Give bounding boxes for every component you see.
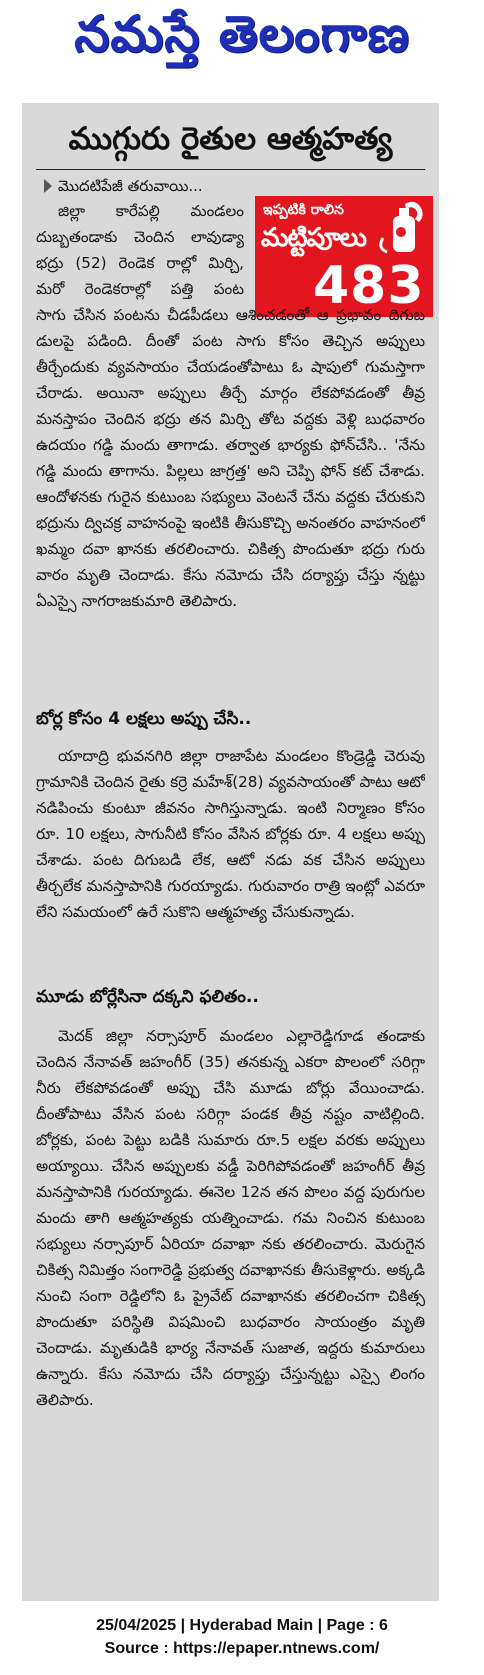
subheading-1: బోర్ల కోసం 4 లక్షలు అప్పు చేసి.. — [36, 709, 252, 729]
headline-divider — [36, 169, 425, 170]
paragraph-1-cont — [36, 302, 425, 702]
play-arrow-icon — [44, 179, 52, 193]
footer-date-edition: 25/04/2025 | Hyderabad Main | Page : 6 — [96, 1617, 388, 1634]
badge-line2: మట్టిపూలు — [261, 223, 367, 253]
paragraph-1-text-cont: సాగు చేసిన పంటను చీడపీడలు ఆశించడంతో ఆ ప్రభావం దిగుబ డులపై పడింది. దీంతో పంట సాగు కోసం తెచ్చిన అప్పులు తీర్చేందుకు వ్యవసాయం చేయడంతోపాటు ఓ షాపులో గుమస్తాగా చేరాడు. అయినా అప్పులు తీర్చే మార్గం లేకపోవడంతో తీవ్ర మనస్తాపం చెందిన భద్రు తన మిర్చి తోట వద్దకు వెళ్లి బుధవారం ఉదయం గడ్డి మందు తాగాడు. తర్వాత భార్యకు ఫోన్‌చేసి.. 'నేను గడ్డి మందు తాగాను. పిల్లలు జాగ్రత్త' అని చెప్పి ఫోన్ కట్ చేశాడు. ఆందోళనకు గురైన కుటుంబ సభ్యులు వెంటనే చేను వద్దకు చేరుకుని భద్రును ద్విచక్ర వాహనంపై ఇంటికి తీసుకొచ్చి అనంతరం వాహనంలో ఖమ్మం దవా ఖానకు తరలించారు. చికిత్స పొందుతూ భద్రు గురు వారం మృతి చెందాడు. కేసు నమోదు చేసి దర్యాప్తు చేస్తు న్నట్టు ఏఎస్సై నాగరాజకుమారి తెలిపారు. — [36, 306, 425, 610]
paragraph-3: మెదక్ జిల్లా నర్సాపూర్ మండలం ఎల్లారెడ్డిగూడ తండాకు చెందిన నేనావత్ జహంగీర్ (35) తనకున్న ఎకరా పొలంలో సరిగ్గా నీరు లేకపోవడంతో అప్పు చేసి మూడు బోర్లు వేయించాడు. దీంతోపాటు వేసిన పంట సరిగ్గా పండక తీవ్ర నష్టం వాటిల్లింది. బోర్లకు, పంట పెట్టు బడికి సుమారు రూ.5 లక్షల వరకు అప్పులు అయ్యాయి. చేసిన అప్పులకు వడ్డీ పెరిగిపోవడంతో జహంగీర్ తీవ్ర మనస్తాపానికి గురయ్యాడు. ఈనెల 12న తన పొలం వద్ద పురుగుల మందు తాగి ఆత్మహత్యకు యత్నించాడు. గమ నించిన కుటుంబ సభ్యులు నర్సాపూర్ ఏరియా దవాఖా నకు తరలించారు. మెరుగైన చికిత్స నిమిత్తం సంగారెడ్డి ప్రభుత్వ దవాఖానకు తీసుకెళ్లారు. అక్కడి నుంచి సంగా రెడ్డిలోని ఓ ప్రైవేట్ దవాఖానకు తరలించగా చికిత్స పొందుతూ పరిస్థితి విషమించి బుధవారం సాయంత్రం మృతి చెందాడు. మృతుడికి భార్య నేనావత్ సుజాత, ఇద్దరు కుమారులు ఉన్నారు. కేసు నమోదు చేసి దర్యాప్తు చేస్తున్నట్టు ఎస్సై లింగం తెలిపారు. — [36, 1027, 425, 1409]
kicker — [44, 177, 203, 199]
paragraph-1-text: జిల్లా కారేపల్లి మండలం దుబ్బతండాకు చెందిన లావుడ్యా భద్రు (52) రెండెక రాల్లో మిర్చి, మరో రెండెకరాల్లో పత్తి పంట — [36, 202, 244, 298]
paragraph-1-lead — [36, 198, 244, 302]
paragraph-2: యాదాద్రి భువనగిరి జిల్లా రాజాపేట మండలం కొండ్రెడ్డి చెరువు గ్రామానికి చెందిన రైతు కర్రె మహేశ్(28) వ్యవసాయంతో పాటు ఆటో నడిపించు కుంటూ జీవనం సాగిస్తున్నాడు. ఇంటి నిర్మాణం కోసం రూ. 10 లక్షలు, సాగునీటి కోసం వేసిన బోర్లకు రూ. 4 లక్షలు అప్పు చేశాడు. పంట దిగుబడి లేక, ఆటో నడు వక చేసిన అప్పులు తీర్చలేక మనస్తాపానికి గురయ్యాడు. గురువారం రాత్రి ఇంట్లో ఎవరూ లేని సమయంలో ఉరే సుకొని ఆత్మహత్య చేసుకున్నాడు. — [36, 747, 425, 921]
masthead-title: నమస్తే తెలంగాణ — [74, 4, 410, 63]
badge-count: 483 — [313, 256, 425, 316]
kicker-text: మొదటిపేజీ తరువాయి... — [58, 177, 203, 195]
badge-line1: ఇప్పటికి రాలిన — [263, 202, 344, 218]
farmer-suicide-count-badge — [255, 196, 433, 317]
article-headline: ముగ్గురు రైతుల ఆత్మహత్య — [68, 121, 393, 157]
article-clipping — [22, 103, 439, 1601]
footer-source: Source : https://epaper.ntnews.com/ — [104, 1640, 380, 1657]
pesticide-bottle-icon — [375, 198, 431, 260]
masthead — [0, 0, 484, 92]
subheading-2: మూడు బోర్లేసినా దక్కని ఫలితం.. — [36, 987, 259, 1007]
